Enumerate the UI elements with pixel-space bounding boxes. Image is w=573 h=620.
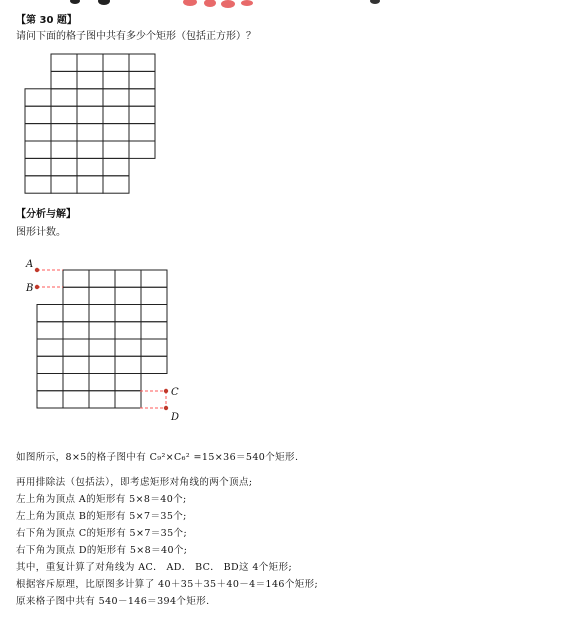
analysis-heading: 【分析与解】 bbox=[16, 209, 76, 220]
analysis-line-8: 根据容斥原理，比原图多计算了 40＋35＋35＋40－4＝146个矩形; bbox=[16, 579, 319, 590]
grid-cell bbox=[63, 305, 89, 322]
grid-cell bbox=[115, 270, 141, 287]
analysis-line-9: 原来格子图中共有 540－146＝394个矩形. bbox=[16, 596, 210, 607]
grid-cell bbox=[115, 287, 141, 304]
grid-cell bbox=[63, 322, 89, 339]
grid-cell bbox=[141, 270, 167, 287]
grid-cell bbox=[89, 339, 115, 356]
point-d bbox=[164, 406, 168, 410]
label-c: C bbox=[171, 387, 179, 398]
grid-cell bbox=[129, 124, 155, 141]
grid-cell bbox=[141, 356, 167, 373]
grid-cell bbox=[51, 158, 77, 175]
grid-cell bbox=[25, 89, 51, 106]
grid-cell bbox=[63, 270, 89, 287]
grid-cell bbox=[25, 158, 51, 175]
analysis-line-1: 如图所示，8×5的格子图中有 C₉²×C₆² =15×36＝540个矩形. bbox=[16, 452, 299, 463]
grid-cell bbox=[77, 124, 103, 141]
grid-cell bbox=[89, 270, 115, 287]
grid-cell bbox=[89, 305, 115, 322]
grid-cell bbox=[129, 54, 155, 71]
analysis-grid bbox=[37, 270, 167, 408]
grid-cell bbox=[103, 176, 129, 193]
analysis-line-6: 右下角为顶点 D的矩形有 5×8＝40个; bbox=[16, 545, 188, 556]
label-d: D bbox=[171, 412, 180, 423]
grid-cell bbox=[37, 322, 63, 339]
grid-cell bbox=[103, 124, 129, 141]
grid-cell bbox=[89, 391, 115, 408]
grid-cell bbox=[103, 89, 129, 106]
grid-cell bbox=[129, 106, 155, 123]
grid-cell bbox=[129, 71, 155, 88]
grid-cell bbox=[63, 287, 89, 304]
analysis-line-3: 左上角为顶点 A的矩形有 5×8＝40个; bbox=[16, 494, 187, 505]
grid-cell bbox=[115, 391, 141, 408]
grid-cell bbox=[103, 141, 129, 158]
point-b bbox=[35, 285, 39, 289]
grid-cell bbox=[63, 339, 89, 356]
grid-cell bbox=[89, 322, 115, 339]
label-b: B bbox=[26, 283, 34, 294]
grid-cell bbox=[51, 141, 77, 158]
analysis-line-7: 其中，重复计算了对角线为 AC． AD． BC． BD这 4个矩形; bbox=[16, 562, 293, 573]
problem-grid bbox=[25, 54, 155, 193]
analysis-method: 图形计数。 bbox=[16, 227, 66, 238]
point-a bbox=[35, 268, 39, 272]
grid-cell bbox=[141, 322, 167, 339]
analysis-line-2: 再用排除法（包括法），即考虑矩形对角线的两个顶点; bbox=[16, 477, 253, 488]
grid-cell bbox=[115, 374, 141, 391]
grid-cell bbox=[89, 374, 115, 391]
grid-cell bbox=[25, 106, 51, 123]
label-a: A bbox=[26, 259, 34, 270]
grid-cell bbox=[25, 124, 51, 141]
grid-cell bbox=[63, 374, 89, 391]
grid-cell bbox=[103, 71, 129, 88]
grid-cell bbox=[51, 71, 77, 88]
problem-number: 【第 30 题】 bbox=[16, 15, 77, 26]
grid-cell bbox=[51, 124, 77, 141]
grid-cell bbox=[141, 305, 167, 322]
grid-cell bbox=[129, 89, 155, 106]
point-c bbox=[164, 389, 168, 393]
grid-cell bbox=[37, 374, 63, 391]
grid-cell bbox=[103, 54, 129, 71]
grid-cell bbox=[37, 391, 63, 408]
grid-cell bbox=[37, 339, 63, 356]
grid-cell bbox=[77, 71, 103, 88]
problem-question: 请问下面的格子图中共有多少个矩形（包括正方形）？ bbox=[16, 31, 256, 42]
grid-cell bbox=[141, 287, 167, 304]
grid-cell bbox=[115, 356, 141, 373]
grid-cell bbox=[25, 141, 51, 158]
grid-cell bbox=[115, 305, 141, 322]
grid-cell bbox=[129, 141, 155, 158]
grid-cell bbox=[77, 158, 103, 175]
grid-cell bbox=[77, 106, 103, 123]
grid-cell bbox=[37, 356, 63, 373]
grid-cell bbox=[51, 54, 77, 71]
grid-cell bbox=[89, 356, 115, 373]
grid-cell bbox=[63, 356, 89, 373]
grid-cell bbox=[89, 287, 115, 304]
grid-cell bbox=[115, 339, 141, 356]
grid-cell bbox=[51, 89, 77, 106]
analysis-line-5: 右下角为顶点 C的矩形有 5×7＝35个; bbox=[16, 528, 188, 539]
grid-cell bbox=[103, 158, 129, 175]
grid-cell bbox=[37, 305, 63, 322]
grid-cell bbox=[103, 106, 129, 123]
grid-cell bbox=[115, 322, 141, 339]
grid-cell bbox=[141, 339, 167, 356]
analysis-line-4: 左上角为顶点 B的矩形有 5×7＝35个; bbox=[16, 511, 187, 522]
grid-cell bbox=[77, 141, 103, 158]
grid-cell bbox=[77, 176, 103, 193]
grid-cell bbox=[77, 54, 103, 71]
grid-cell bbox=[51, 106, 77, 123]
grid-cell bbox=[77, 89, 103, 106]
grid-cell bbox=[63, 391, 89, 408]
grid-cell bbox=[51, 176, 77, 193]
grid-cell bbox=[25, 176, 51, 193]
